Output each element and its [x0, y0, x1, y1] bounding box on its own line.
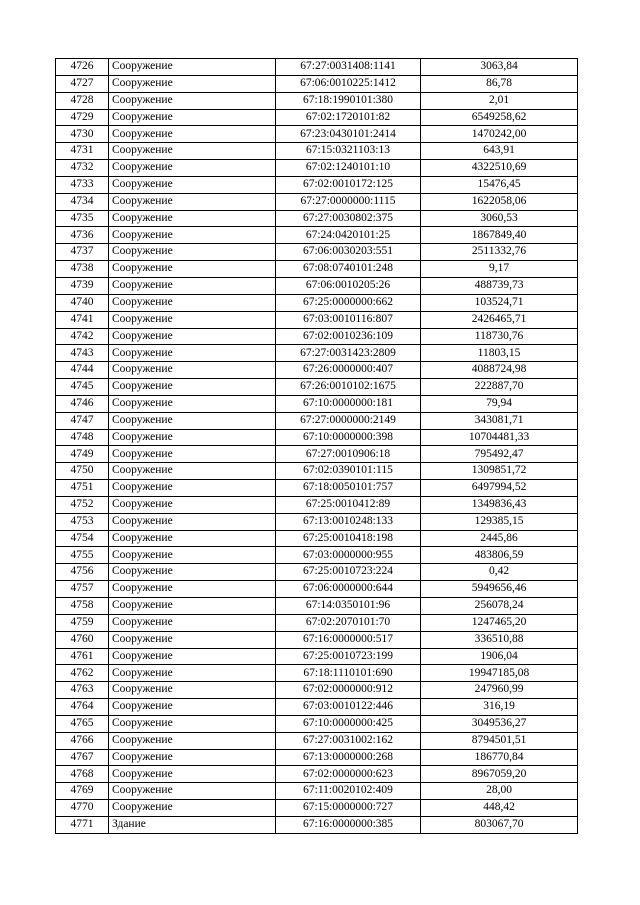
cadastral-number-cell: 67:27:0010906:18	[276, 446, 421, 463]
object-type-cell: Сооружение	[109, 311, 276, 328]
value-cell: 3063,84	[421, 59, 578, 76]
cadastral-number-cell: 67:25:0010412:89	[276, 496, 421, 513]
object-type-cell: Сооружение	[109, 294, 276, 311]
value-cell: 1247465,20	[421, 614, 578, 631]
object-type-cell: Сооружение	[109, 277, 276, 294]
value-cell: 6497994,52	[421, 480, 578, 497]
object-type-cell: Сооружение	[109, 513, 276, 530]
object-type-cell: Сооружение	[109, 682, 276, 699]
object-type-cell: Сооружение	[109, 749, 276, 766]
row-number-cell: 4768	[56, 766, 109, 783]
table-row	[56, 581, 578, 598]
cadastral-number-cell: 67:18:0050101:757	[276, 480, 421, 497]
object-type-cell: Сооружение	[109, 328, 276, 345]
cadastral-number-cell: 67:27:0030802:375	[276, 210, 421, 227]
table-row	[56, 429, 578, 446]
cadastral-number-cell: 67:02:2070101:70	[276, 614, 421, 631]
row-number-cell: 4760	[56, 631, 109, 648]
row-number-cell: 4739	[56, 277, 109, 294]
row-number-cell: 4740	[56, 294, 109, 311]
cadastral-number-cell: 67:06:0010205:26	[276, 277, 421, 294]
value-cell: 343081,71	[421, 412, 578, 429]
table-row	[56, 496, 578, 513]
row-number-cell: 4759	[56, 614, 109, 631]
value-cell: 4322510,69	[421, 160, 578, 177]
cadastral-number-cell: 67:10:0000000:398	[276, 429, 421, 446]
object-type-cell: Сооружение	[109, 766, 276, 783]
cadastral-number-cell: 67:14:0350101:96	[276, 598, 421, 615]
object-type-cell: Сооружение	[109, 564, 276, 581]
object-type-cell: Сооружение	[109, 362, 276, 379]
table-row	[56, 480, 578, 497]
value-cell: 9,17	[421, 261, 578, 278]
value-cell: 3049536,27	[421, 715, 578, 732]
table-row	[56, 126, 578, 143]
object-type-cell: Сооружение	[109, 480, 276, 497]
row-number-cell: 4744	[56, 362, 109, 379]
cadastral-number-cell: 67:13:0010248:133	[276, 513, 421, 530]
value-cell: 2511332,76	[421, 244, 578, 261]
cadastral-number-cell: 67:06:0030203:551	[276, 244, 421, 261]
cadastral-number-cell: 67:27:0031002:162	[276, 732, 421, 749]
cadastral-number-cell: 67:27:0031423:2809	[276, 345, 421, 362]
table-row	[56, 379, 578, 396]
table-row	[56, 160, 578, 177]
object-type-cell: Сооружение	[109, 59, 276, 76]
row-number-cell: 4750	[56, 463, 109, 480]
object-type-cell: Сооружение	[109, 581, 276, 598]
table-row	[56, 277, 578, 294]
object-type-cell: Сооружение	[109, 631, 276, 648]
table-row	[56, 749, 578, 766]
value-cell: 129385,15	[421, 513, 578, 530]
row-number-cell: 4755	[56, 547, 109, 564]
cadastral-number-cell: 67:27:0000000:2149	[276, 412, 421, 429]
cadastral-number-cell: 67:25:0010418:198	[276, 530, 421, 547]
table-row	[56, 564, 578, 581]
registry-table-body	[56, 59, 578, 834]
row-number-cell: 4743	[56, 345, 109, 362]
row-number-cell: 4728	[56, 92, 109, 109]
object-type-cell: Сооружение	[109, 496, 276, 513]
object-type-cell: Сооружение	[109, 176, 276, 193]
cadastral-number-cell: 67:06:0010225:1412	[276, 75, 421, 92]
cadastral-number-cell: 67:23:0430101:2414	[276, 126, 421, 143]
cadastral-number-cell: 67:27:0000000:1115	[276, 193, 421, 210]
row-number-cell: 4727	[56, 75, 109, 92]
row-number-cell: 4765	[56, 715, 109, 732]
registry-table	[55, 58, 578, 834]
value-cell: 256078,24	[421, 598, 578, 615]
value-cell: 118730,76	[421, 328, 578, 345]
table-row	[56, 328, 578, 345]
cadastral-number-cell: 67:25:0010723:224	[276, 564, 421, 581]
table-row	[56, 294, 578, 311]
row-number-cell: 4731	[56, 143, 109, 160]
row-number-cell: 4738	[56, 261, 109, 278]
table-row	[56, 412, 578, 429]
row-number-cell: 4747	[56, 412, 109, 429]
cadastral-number-cell: 67:02:0000000:623	[276, 766, 421, 783]
cadastral-number-cell: 67:03:0000000:955	[276, 547, 421, 564]
object-type-cell: Сооружение	[109, 244, 276, 261]
object-type-cell: Сооружение	[109, 75, 276, 92]
object-type-cell: Сооружение	[109, 109, 276, 126]
table-row	[56, 699, 578, 716]
cadastral-number-cell: 67:25:0000000:662	[276, 294, 421, 311]
object-type-cell: Сооружение	[109, 547, 276, 564]
value-cell: 316,19	[421, 699, 578, 716]
row-number-cell: 4745	[56, 379, 109, 396]
table-row	[56, 766, 578, 783]
value-cell: 0,42	[421, 564, 578, 581]
table-row	[56, 311, 578, 328]
value-cell: 488739,73	[421, 277, 578, 294]
object-type-cell: Здание	[109, 816, 276, 833]
cadastral-number-cell: 67:06:0000000:644	[276, 581, 421, 598]
table-row	[56, 648, 578, 665]
row-number-cell: 4771	[56, 816, 109, 833]
value-cell: 795492,47	[421, 446, 578, 463]
cadastral-number-cell: 67:02:0010236:109	[276, 328, 421, 345]
row-number-cell: 4762	[56, 665, 109, 682]
table-row	[56, 631, 578, 648]
row-number-cell: 4770	[56, 800, 109, 817]
cadastral-number-cell: 67:10:0000000:425	[276, 715, 421, 732]
cadastral-number-cell: 67:26:0010102:1675	[276, 379, 421, 396]
value-cell: 19947185,08	[421, 665, 578, 682]
object-type-cell: Сооружение	[109, 699, 276, 716]
row-number-cell: 4761	[56, 648, 109, 665]
table-row	[56, 143, 578, 160]
value-cell: 28,00	[421, 783, 578, 800]
row-number-cell: 4763	[56, 682, 109, 699]
cadastral-number-cell: 67:13:0000000:268	[276, 749, 421, 766]
value-cell: 643,91	[421, 143, 578, 160]
value-cell: 803067,70	[421, 816, 578, 833]
cadastral-number-cell: 67:03:0010122:446	[276, 699, 421, 716]
row-number-cell: 4732	[56, 160, 109, 177]
value-cell: 1349836,43	[421, 496, 578, 513]
row-number-cell: 4766	[56, 732, 109, 749]
table-row	[56, 783, 578, 800]
row-number-cell: 4736	[56, 227, 109, 244]
row-number-cell: 4730	[56, 126, 109, 143]
table-row	[56, 598, 578, 615]
row-number-cell: 4741	[56, 311, 109, 328]
value-cell: 8967059,20	[421, 766, 578, 783]
row-number-cell: 4726	[56, 59, 109, 76]
row-number-cell: 4734	[56, 193, 109, 210]
value-cell: 4088724,98	[421, 362, 578, 379]
table-row	[56, 547, 578, 564]
value-cell: 448,42	[421, 800, 578, 817]
cadastral-number-cell: 67:25:0010723:199	[276, 648, 421, 665]
row-number-cell: 4764	[56, 699, 109, 716]
row-number-cell: 4729	[56, 109, 109, 126]
cadastral-number-cell: 67:26:0000000:407	[276, 362, 421, 379]
value-cell: 1470242,00	[421, 126, 578, 143]
value-cell: 336510,88	[421, 631, 578, 648]
cadastral-number-cell: 67:10:0000000:181	[276, 395, 421, 412]
row-number-cell: 4751	[56, 480, 109, 497]
cadastral-number-cell: 67:11:0020102:409	[276, 783, 421, 800]
row-number-cell: 4735	[56, 210, 109, 227]
object-type-cell: Сооружение	[109, 395, 276, 412]
cadastral-number-cell: 67:02:0390101:115	[276, 463, 421, 480]
table-row	[56, 715, 578, 732]
cadastral-number-cell: 67:03:0010116:807	[276, 311, 421, 328]
object-type-cell: Сооружение	[109, 345, 276, 362]
object-type-cell: Сооружение	[109, 665, 276, 682]
value-cell: 79,94	[421, 395, 578, 412]
table-row	[56, 665, 578, 682]
row-number-cell: 4733	[56, 176, 109, 193]
row-number-cell: 4757	[56, 581, 109, 598]
cadastral-number-cell: 67:02:1720101:82	[276, 109, 421, 126]
cadastral-number-cell: 67:02:0000000:912	[276, 682, 421, 699]
object-type-cell: Сооружение	[109, 227, 276, 244]
object-type-cell: Сооружение	[109, 379, 276, 396]
table-row	[56, 614, 578, 631]
object-type-cell: Сооружение	[109, 160, 276, 177]
row-number-cell: 4737	[56, 244, 109, 261]
table-row	[56, 446, 578, 463]
object-type-cell: Сооружение	[109, 614, 276, 631]
value-cell: 186770,84	[421, 749, 578, 766]
value-cell: 11803,15	[421, 345, 578, 362]
table-row	[56, 210, 578, 227]
object-type-cell: Сооружение	[109, 446, 276, 463]
object-type-cell: Сооружение	[109, 412, 276, 429]
object-type-cell: Сооружение	[109, 126, 276, 143]
table-row	[56, 227, 578, 244]
object-type-cell: Сооружение	[109, 210, 276, 227]
object-type-cell: Сооружение	[109, 732, 276, 749]
value-cell: 6549258,62	[421, 109, 578, 126]
value-cell: 1906,04	[421, 648, 578, 665]
cadastral-number-cell: 67:16:0000000:385	[276, 816, 421, 833]
table-row	[56, 816, 578, 833]
value-cell: 5949656,46	[421, 581, 578, 598]
row-number-cell: 4746	[56, 395, 109, 412]
value-cell: 247960,99	[421, 682, 578, 699]
value-cell: 10704481,33	[421, 429, 578, 446]
object-type-cell: Сооружение	[109, 598, 276, 615]
table-row	[56, 362, 578, 379]
table-row	[56, 176, 578, 193]
row-number-cell: 4769	[56, 783, 109, 800]
value-cell: 483806,59	[421, 547, 578, 564]
cadastral-number-cell: 67:16:0000000:517	[276, 631, 421, 648]
row-number-cell: 4748	[56, 429, 109, 446]
object-type-cell: Сооружение	[109, 429, 276, 446]
value-cell: 8794501,51	[421, 732, 578, 749]
value-cell: 86,78	[421, 75, 578, 92]
row-number-cell: 4754	[56, 530, 109, 547]
object-type-cell: Сооружение	[109, 143, 276, 160]
row-number-cell: 4752	[56, 496, 109, 513]
table-row	[56, 513, 578, 530]
cadastral-number-cell: 67:27:0031408:1141	[276, 59, 421, 76]
value-cell: 3060,53	[421, 210, 578, 227]
row-number-cell: 4767	[56, 749, 109, 766]
value-cell: 103524,71	[421, 294, 578, 311]
table-row	[56, 800, 578, 817]
cadastral-number-cell: 67:02:1240101:10	[276, 160, 421, 177]
cadastral-number-cell: 67:02:0010172:125	[276, 176, 421, 193]
row-number-cell: 4756	[56, 564, 109, 581]
cadastral-number-cell: 67:08:0740101:248	[276, 261, 421, 278]
object-type-cell: Сооружение	[109, 800, 276, 817]
row-number-cell: 4742	[56, 328, 109, 345]
value-cell: 2,01	[421, 92, 578, 109]
row-number-cell: 4758	[56, 598, 109, 615]
table-row	[56, 732, 578, 749]
object-type-cell: Сооружение	[109, 193, 276, 210]
object-type-cell: Сооружение	[109, 783, 276, 800]
table-row	[56, 75, 578, 92]
value-cell: 1867849,40	[421, 227, 578, 244]
table-row	[56, 395, 578, 412]
table-row	[56, 193, 578, 210]
table-row	[56, 244, 578, 261]
value-cell: 2445,86	[421, 530, 578, 547]
object-type-cell: Сооружение	[109, 463, 276, 480]
value-cell: 1622058,06	[421, 193, 578, 210]
table-row	[56, 109, 578, 126]
object-type-cell: Сооружение	[109, 715, 276, 732]
value-cell: 1309851,72	[421, 463, 578, 480]
value-cell: 2426465,71	[421, 311, 578, 328]
row-number-cell: 4753	[56, 513, 109, 530]
cadastral-number-cell: 67:18:1110101:690	[276, 665, 421, 682]
table-row	[56, 59, 578, 76]
value-cell: 222887,70	[421, 379, 578, 396]
object-type-cell: Сооружение	[109, 92, 276, 109]
table-row	[56, 463, 578, 480]
cadastral-number-cell: 67:15:0321103:13	[276, 143, 421, 160]
object-type-cell: Сооружение	[109, 530, 276, 547]
object-type-cell: Сооружение	[109, 261, 276, 278]
cadastral-number-cell: 67:24:0420101:25	[276, 227, 421, 244]
row-number-cell: 4749	[56, 446, 109, 463]
object-type-cell: Сооружение	[109, 648, 276, 665]
table-row	[56, 261, 578, 278]
table-row	[56, 345, 578, 362]
cadastral-number-cell: 67:15:0000000:727	[276, 800, 421, 817]
table-row	[56, 92, 578, 109]
value-cell: 15476,45	[421, 176, 578, 193]
table-row	[56, 682, 578, 699]
cadastral-number-cell: 67:18:1990101:380	[276, 92, 421, 109]
table-row	[56, 530, 578, 547]
